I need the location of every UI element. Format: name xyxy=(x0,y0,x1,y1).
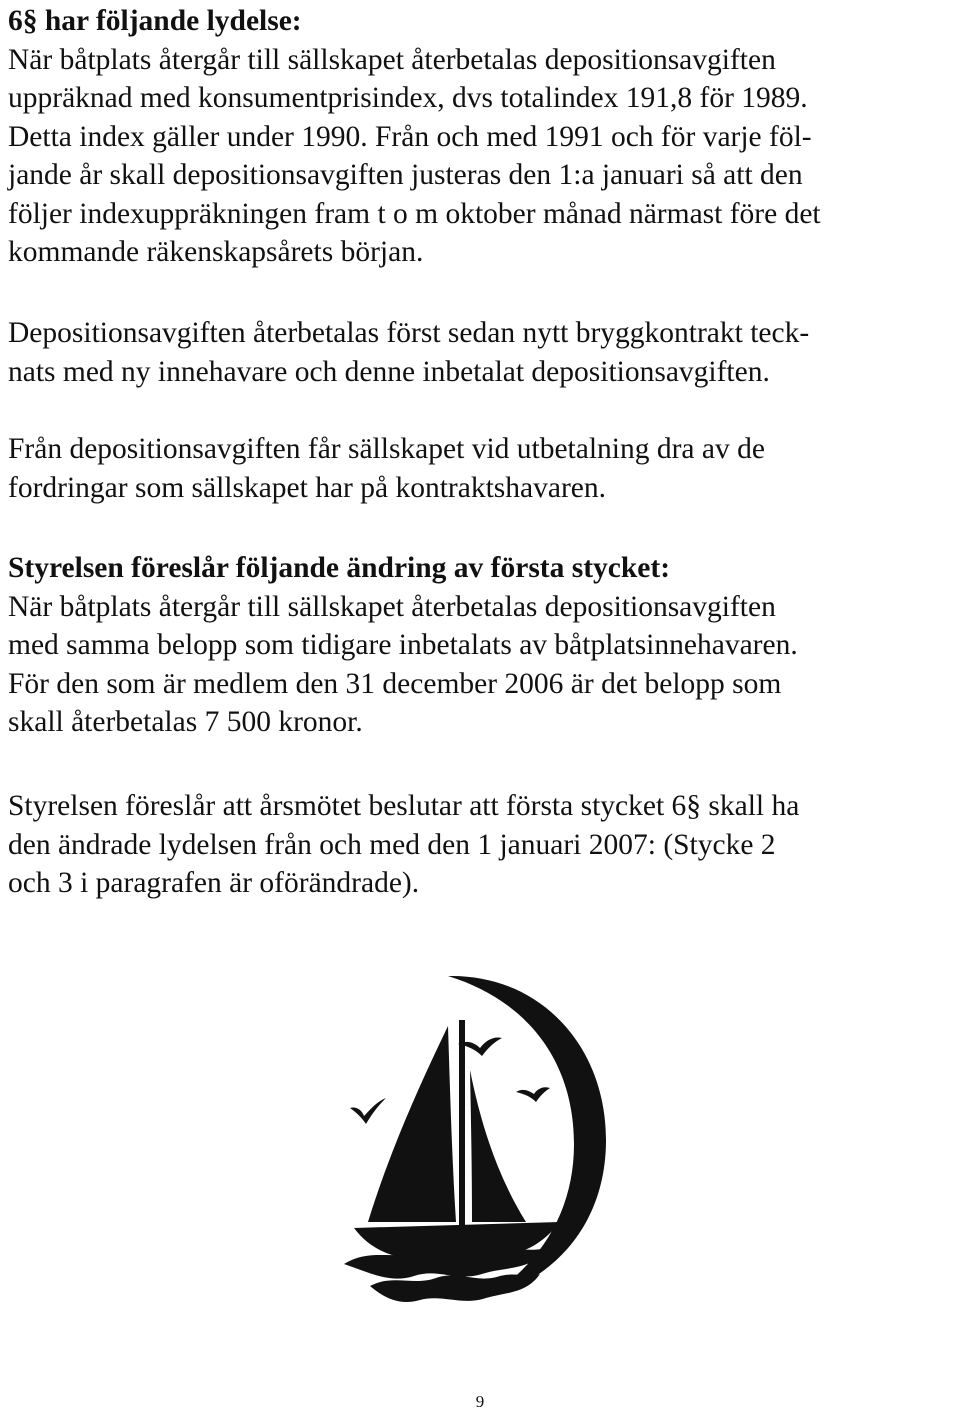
text-line: följer indexuppräkningen fram t o m oktober månad närmast före det xyxy=(8,197,821,230)
text-line: För den som är medlem den 31 december 2006 är det belopp som xyxy=(8,667,782,700)
sailboat-moon-logo-icon xyxy=(330,960,620,1320)
text-line: När båtplats återgår till sällskapet återbetalas depositionsavgiften xyxy=(8,43,776,76)
section-heading: 6§ har följande lydelse: xyxy=(8,5,302,37)
text-line: Depositionsavgiften återbetalas först sedan nytt bryggkontrakt teck- xyxy=(8,317,810,349)
text-line: uppräknad med konsumentprisindex, dvs totalindex 191,8 för 1989. xyxy=(8,82,808,114)
text-line: skall återbetalas 7 500 kronor. xyxy=(8,706,363,738)
paragraph-resolution xyxy=(8,787,799,903)
text-line: fordringar som sällskapet har på kontraktshavaren. xyxy=(8,471,606,504)
main-sail-shape xyxy=(368,1026,456,1222)
text-line: kommande räkenskapsårets början. xyxy=(8,236,424,268)
text-line: Från depositionsavgiften får sällskapet vid utbetalning dra av de xyxy=(8,433,765,465)
bird-shape xyxy=(516,1087,550,1102)
text-line: nats med ny innehavare och denne inbetalat depositionsavgiften. xyxy=(8,355,770,388)
text-line: jande år skall depositionsavgiften justeras den 1:a januari så att den xyxy=(8,159,803,191)
mast-shape xyxy=(459,1020,465,1232)
text-line: Detta index gäller under 1990. Från och med 1991 och för varje föl- xyxy=(8,120,812,153)
paragraph-refund-condition xyxy=(8,314,809,391)
text-line: med samma belopp som tidigare inbetalats av båtplatsinnehavaren. xyxy=(8,629,798,661)
paragraph-proposed-change xyxy=(8,549,798,742)
page-number: 9 xyxy=(475,1392,485,1411)
text-line: den ändrade lydelsen från och med den 1 januari 2007: (Stycke 2 xyxy=(8,828,776,861)
text-line: När båtplats återgår till sällskapet återbetalas depositionsavgiften xyxy=(8,590,776,623)
paragraph-deductions xyxy=(8,430,765,507)
text-line: och 3 i paragrafen är oförändrade). xyxy=(8,867,420,899)
jib-sail-shape xyxy=(470,1070,526,1222)
text-line: Styrelsen föreslår att årsmötet beslutar att första stycket 6§ skall ha xyxy=(8,790,800,822)
section-heading: Styrelsen föreslår följande ändring av första stycket: xyxy=(8,552,671,584)
paragraph-current-wording xyxy=(8,2,821,272)
bird-shape xyxy=(350,1098,386,1124)
